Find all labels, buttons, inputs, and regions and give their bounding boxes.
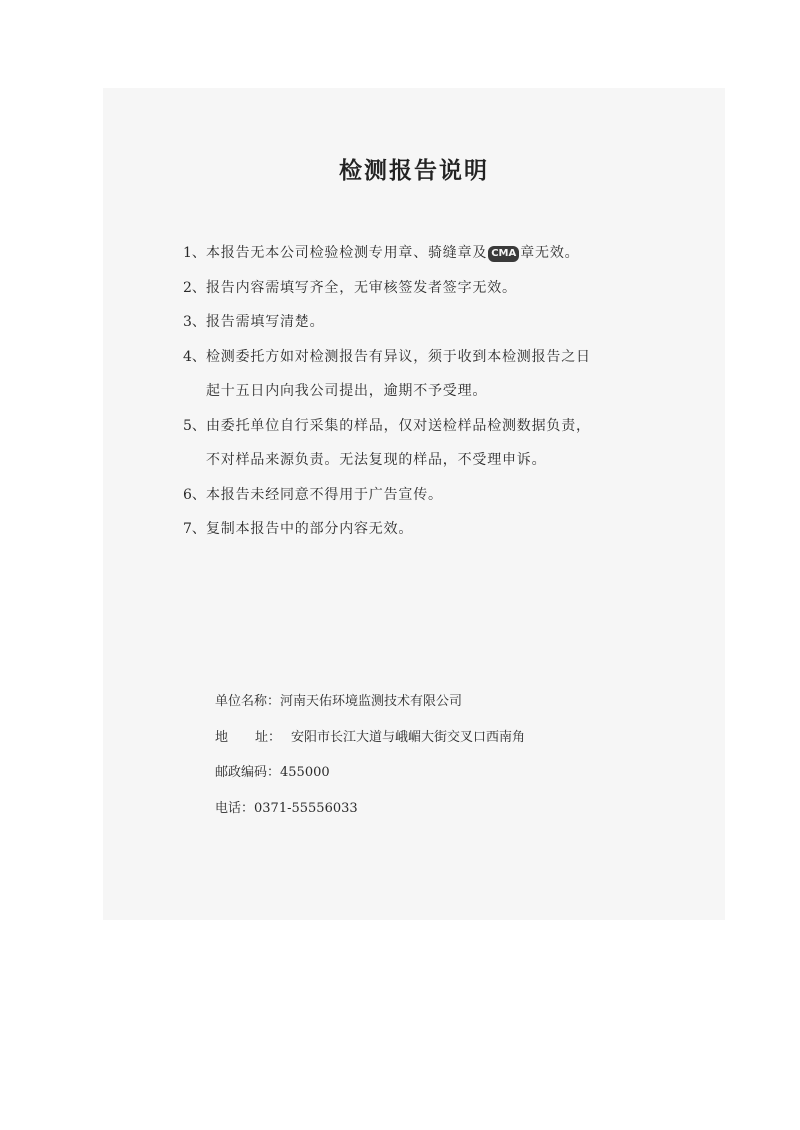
note-item bbox=[183, 512, 683, 547]
note-number: 4、 bbox=[183, 348, 206, 365]
note-item bbox=[183, 236, 683, 271]
company-info bbox=[215, 684, 635, 826]
note-text: 复制本报告中的部分内容无效。 bbox=[206, 521, 414, 537]
note-text-continuation: 不对样品来源负责。无法复现的样品，不受理申诉。 bbox=[206, 452, 547, 468]
note-text bbox=[206, 236, 579, 271]
note-text bbox=[206, 409, 591, 478]
note-text-line: 由委托单位自行采集的样品，仅对送检样品检测数据负责， bbox=[206, 417, 591, 434]
note-text-line: 检测委托方如对检测报告有异议，须于收到本检测报告之日 bbox=[206, 348, 591, 365]
note-text-continuation: 起十五日内向我公司提出，逾期不予受理。 bbox=[206, 383, 488, 399]
note-item bbox=[183, 305, 683, 340]
address-label-part: 址： bbox=[254, 729, 281, 745]
page-title: 检测报告说明 bbox=[339, 158, 489, 184]
company-name: 河南天佑环境监测技术有限公司 bbox=[280, 694, 463, 709]
note-number: 5、 bbox=[183, 417, 206, 434]
note-text-before: 本报告无本公司检验检测专用章、骑缝章及 bbox=[206, 245, 488, 261]
company-phone: 0371-55556033 bbox=[254, 800, 358, 816]
company-address-row bbox=[215, 720, 635, 756]
note-text: 本报告未经同意不得用于广告宣传。 bbox=[206, 486, 443, 503]
company-postcode: 455000 bbox=[280, 765, 330, 780]
company-phone-label: 电话： bbox=[215, 800, 255, 816]
note-number: 3、 bbox=[183, 314, 206, 330]
note-text-after: 章无效。 bbox=[520, 245, 580, 261]
note-item bbox=[183, 271, 683, 306]
cma-stamp-icon: CMA bbox=[488, 246, 519, 262]
address-label-part: 地 bbox=[215, 729, 229, 745]
note-number: 2、 bbox=[183, 279, 206, 296]
notes-list bbox=[183, 236, 683, 547]
company-postcode-label: 邮政编码： bbox=[215, 765, 281, 780]
company-address-label bbox=[215, 720, 281, 756]
note-number: 1、 bbox=[183, 245, 206, 261]
company-phone-row bbox=[215, 791, 635, 827]
note-text: 报告需填写清楚。 bbox=[206, 314, 325, 330]
note-item bbox=[183, 409, 683, 478]
company-address: 安阳市长江大道与峨嵋大街交叉口西南角 bbox=[291, 729, 526, 745]
company-name-row bbox=[215, 684, 635, 720]
note-number: 6、 bbox=[183, 486, 206, 503]
note-text bbox=[206, 340, 591, 409]
note-item bbox=[183, 340, 683, 409]
note-text: 报告内容需填写齐全，无审核签发者签字无效。 bbox=[206, 279, 517, 296]
company-name-label: 单位名称： bbox=[215, 694, 281, 709]
note-number: 7、 bbox=[183, 521, 206, 537]
note-item bbox=[183, 478, 683, 513]
company-postcode-row bbox=[215, 755, 635, 791]
